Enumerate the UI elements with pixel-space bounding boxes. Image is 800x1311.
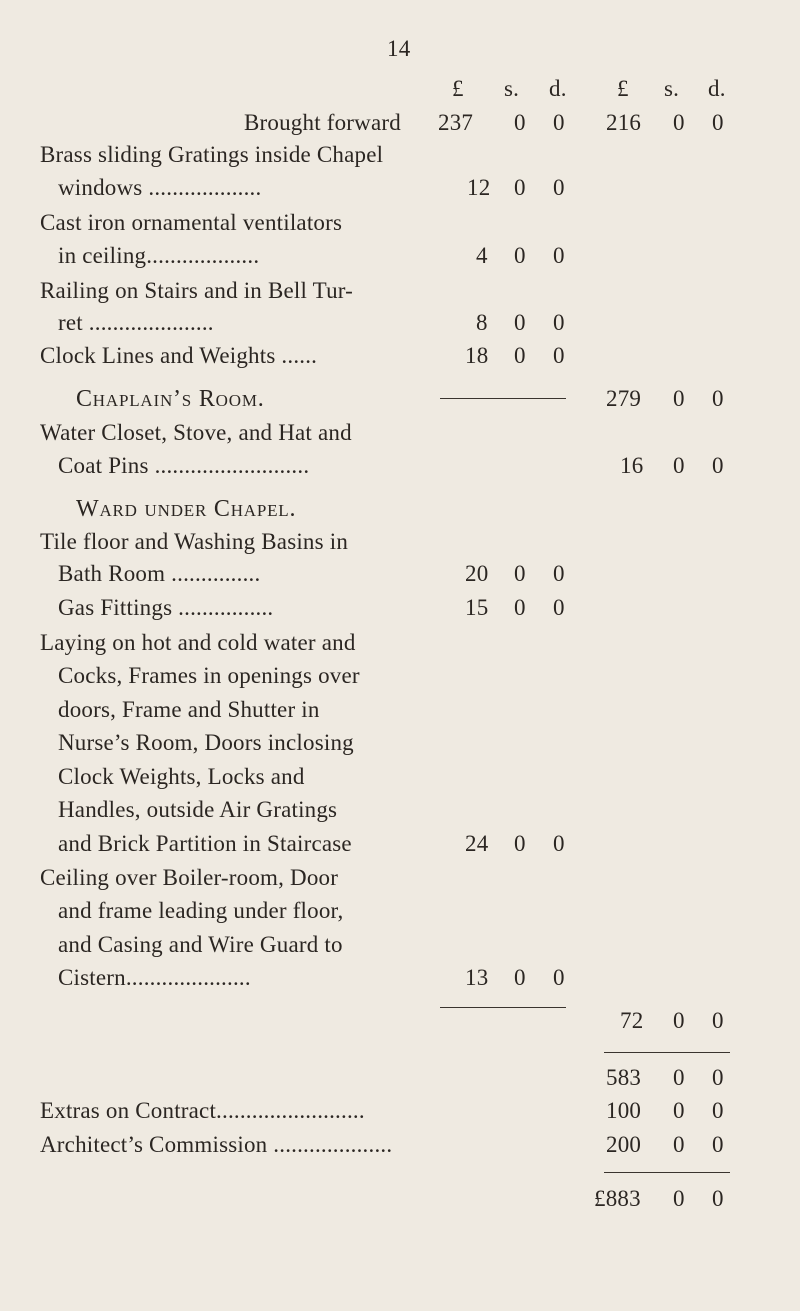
amount-pounds: 24 (465, 831, 489, 856)
amount-shillings: 0 (673, 1186, 685, 1211)
header-pence-2: d. (708, 76, 726, 101)
amount-shillings: 0 (673, 1098, 685, 1123)
amount-pounds: 279 (606, 386, 642, 411)
entry-label: in ceiling................... (58, 243, 260, 268)
section-heading: Chaplain’s Room. (76, 386, 265, 412)
entry-label: Bath Room ............... (58, 561, 261, 586)
entry-label: Tile floor and Washing Basins in (40, 529, 349, 554)
entry-label: Clock Weights, Locks and (58, 764, 305, 789)
entry-label: ret ..................... (58, 310, 214, 335)
amount-pence: 0 (712, 110, 724, 135)
amount-pounds: 216 (606, 110, 642, 135)
amount-pence: 0 (553, 965, 565, 990)
entry-label: Laying on hot and cold water and (40, 630, 356, 655)
entry-label: and frame leading under floor, (58, 898, 344, 923)
entry-label: Clock Lines and Weights ...... (40, 343, 318, 368)
amount-shillings: 0 (514, 343, 526, 368)
amount-pounds: 72 (620, 1008, 644, 1033)
amount-shillings: 0 (514, 243, 526, 268)
amount-pence: 0 (553, 831, 565, 856)
amount-pounds: 16 (620, 453, 644, 478)
amount-pence: 0 (712, 1132, 724, 1157)
page-number: 14 (387, 36, 411, 61)
amount-pounds: 13 (465, 965, 489, 990)
amount-pounds: 200 (606, 1132, 642, 1157)
amount-pence: 0 (553, 110, 565, 135)
amount-shillings: 0 (514, 561, 526, 586)
header-shillings-1: s. (504, 76, 520, 101)
entry-label: Cistern..................... (58, 965, 251, 990)
amount-pence: 0 (712, 1098, 724, 1123)
amount-pence: 0 (553, 343, 565, 368)
entry-label: Handles, outside Air Gratings (58, 797, 338, 822)
amount-shillings: 0 (514, 110, 526, 135)
amount-pence: 0 (712, 1186, 724, 1211)
entry-label: doors, Frame and Shutter in (58, 697, 320, 722)
entry-label: Railing on Stairs and in Bell Tur- (40, 278, 354, 303)
amount-shillings: 0 (514, 175, 526, 200)
amount-pence: 0 (553, 310, 565, 335)
subtotal-rule (440, 398, 566, 399)
amount-pence: 0 (553, 243, 565, 268)
header-shillings-2: s. (664, 76, 680, 101)
section-heading: Ward under Chapel. (76, 496, 297, 522)
amount-shillings: 0 (673, 110, 685, 135)
amount-shillings: 0 (514, 831, 526, 856)
grand-total-pounds: £883 (594, 1186, 641, 1211)
entry-label: and Brick Partition in Staircase (58, 831, 352, 856)
entry-label: Gas Fittings ................ (58, 595, 274, 620)
amount-shillings: 0 (514, 595, 526, 620)
entry-label: and Casing and Wire Guard to (58, 932, 343, 957)
amount-pounds: 237 (438, 110, 474, 135)
amount-pounds: 583 (606, 1065, 642, 1090)
entry-label: Architect’s Commission .................... (40, 1132, 393, 1157)
amount-shillings: 0 (673, 1132, 685, 1157)
amount-pounds: 4 (476, 243, 488, 268)
header-pounds-1: £ (452, 76, 464, 101)
header-pence-1: d. (549, 76, 567, 101)
amount-pence: 0 (553, 175, 565, 200)
entry-label: Brought forward (244, 110, 401, 135)
header-pounds-2: £ (617, 76, 629, 101)
amount-shillings: 0 (514, 310, 526, 335)
amount-pounds: 15 (465, 595, 489, 620)
amount-shillings: 0 (673, 1065, 685, 1090)
amount-pence: 0 (712, 386, 724, 411)
amount-shillings: 0 (673, 1008, 685, 1033)
amount-pounds: 18 (465, 343, 489, 368)
amount-pence: 0 (712, 453, 724, 478)
amount-shillings: 0 (673, 386, 685, 411)
amount-pounds: 20 (465, 561, 489, 586)
amount-pounds: 8 (476, 310, 488, 335)
amount-pence: 0 (712, 1065, 724, 1090)
total-rule (604, 1172, 730, 1173)
entry-label: Brass sliding Gratings inside Chapel (40, 142, 384, 167)
entry-label: Cast iron ornamental ventilators (40, 210, 343, 235)
entry-label: Water Closet, Stove, and Hat and (40, 420, 352, 445)
amount-pounds: 100 (606, 1098, 642, 1123)
amount-pence: 0 (553, 561, 565, 586)
entry-label: Extras on Contract......................... (40, 1098, 365, 1123)
amount-shillings: 0 (673, 453, 685, 478)
entry-label: Nurse’s Room, Doors inclosing (58, 730, 354, 755)
subtotal-rule (440, 1007, 566, 1008)
entry-label: Cocks, Frames in openings over (58, 663, 360, 688)
amount-pence: 0 (553, 595, 565, 620)
amount-shillings: 0 (514, 965, 526, 990)
entry-label: Ceiling over Boiler-room, Door (40, 865, 339, 890)
amount-pounds: 12 (467, 175, 491, 200)
entry-label: Coat Pins .......................... (58, 453, 310, 478)
total-rule (604, 1052, 730, 1053)
entry-label: windows ................... (58, 175, 262, 200)
amount-pence: 0 (712, 1008, 724, 1033)
